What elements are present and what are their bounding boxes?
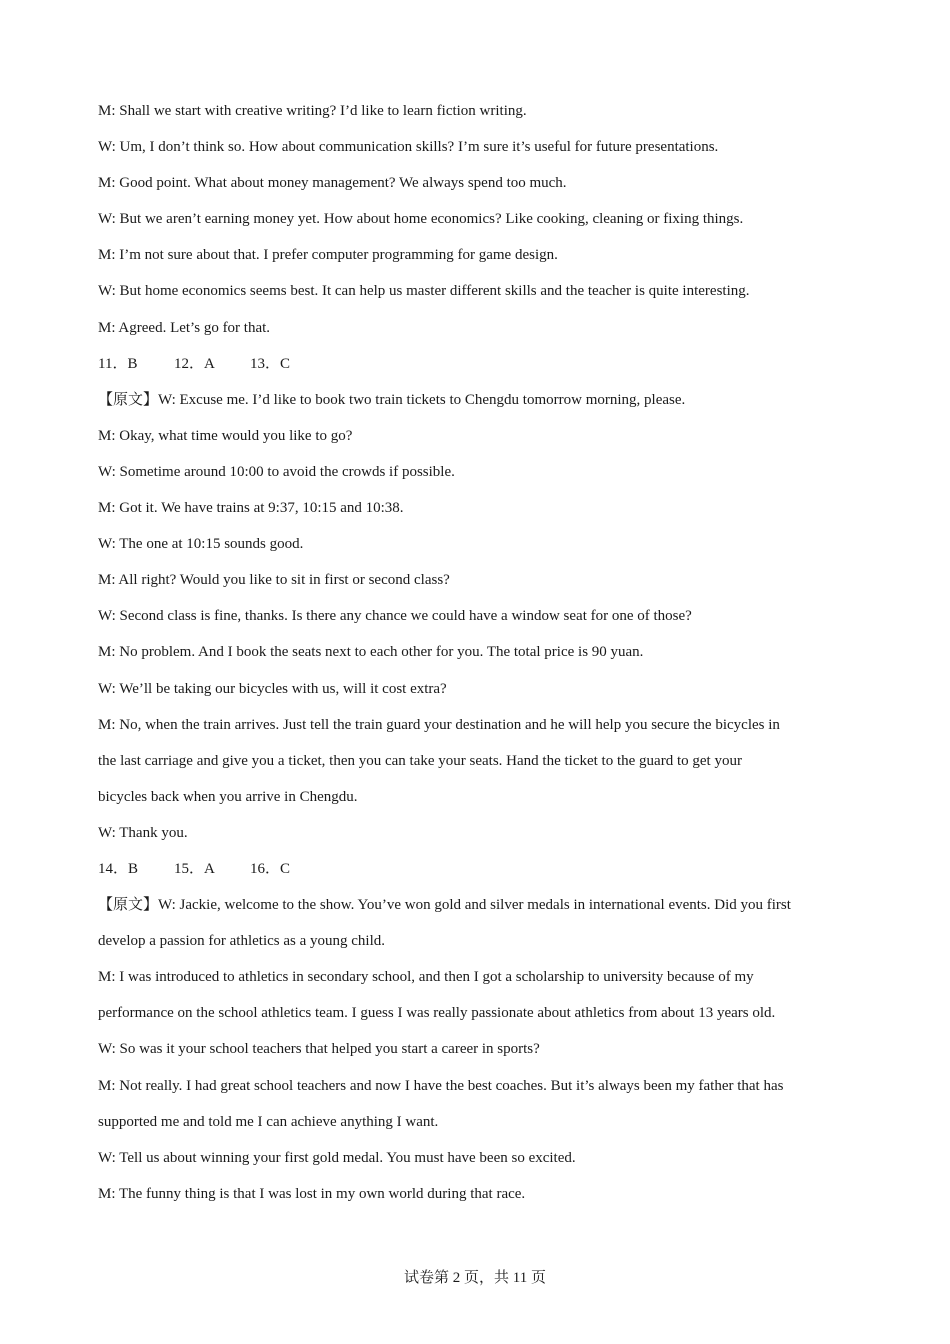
transcript-line: M: Shall we start with creative writing? I’d like to learn fiction writing. xyxy=(98,103,527,119)
transcript-line: M: I’m not sure about that. I prefer computer programming for game design. xyxy=(98,247,558,264)
transcript-line: M: Agreed. Let’s go for that. xyxy=(98,319,271,336)
transcript-line: bicycles back when you arrive in Chengdu. xyxy=(98,788,358,805)
transcript-line: M: No, when the train arrives. Just tell the train guard your destination and he will help you secure the bicycles in xyxy=(98,716,780,733)
transcript-line: W: Second class is fine, thanks. Is there any chance we could have a window seat for one of those? xyxy=(98,608,692,625)
answer-item: 12．A xyxy=(174,355,215,372)
answer-item: 14．B xyxy=(98,860,139,877)
transcript-line: supported me and told me I can achieve anything I want. xyxy=(98,1113,439,1130)
transcript-line: W: We’ll be taking our bicycles with us, will it cost extra? xyxy=(98,680,447,697)
transcript-line: W: Tell us about winning your first gold medal. You must have been so excited. xyxy=(98,1149,576,1166)
transcript-line: W: Um, I don’t think so. How about communication skills? I’m sure it’s useful for future presentations. xyxy=(98,139,719,156)
transcript-line: develop a passion for athletics as a young child. xyxy=(98,933,386,950)
page-footer: 试卷第 2 页，共 11 页 xyxy=(404,1270,546,1286)
transcript-line: W: The one at 10:15 sounds good. xyxy=(98,536,304,553)
answer-item: 16．C xyxy=(250,860,291,877)
answer-item: 13．C xyxy=(250,355,291,372)
transcript-line: M: Good point. What about money management? We always spend too much. xyxy=(98,175,567,192)
transcript-line: M: I was introduced to athletics in secondary school, and then I got a scholarship to university because of my xyxy=(98,969,754,986)
transcript-line: W: So was it your school teachers that helped you start a career in sports? xyxy=(98,1041,540,1058)
answer-item: 11．B xyxy=(98,355,138,372)
transcript-line: W: Thank you. xyxy=(98,824,188,841)
transcript-line: 【原文】W: Jackie, welcome to the show. You’ve won gold and silver medals in international events. Did you first xyxy=(98,897,791,914)
transcript-line: M: No problem. And I book the seats next to each other for you. The total price is 90 yuan. xyxy=(98,644,644,661)
transcript-line: W: But home economics seems best. It can help us master different skills and the teacher is quite interesting. xyxy=(98,283,750,300)
listening-transcript xyxy=(98,97,868,1216)
answer-key-line xyxy=(98,350,868,386)
transcript-line: the last carriage and give you a ticket, then you can take your seats. Hand the ticket to the guard to get your xyxy=(98,752,742,769)
answer-item: 15．A xyxy=(174,860,215,877)
transcript-line: M: All right? Would you like to sit in first or second class? xyxy=(98,572,450,589)
transcript-line: W: But we aren’t earning money yet. How about home economics? Like cooking, cleaning or fixing things. xyxy=(98,211,744,228)
transcript-line: 【原文】W: Excuse me. I’d like to book two train tickets to Chengdu tomorrow morning, please. xyxy=(98,391,686,408)
transcript-line: performance on the school athletics team. I guess I was really passionate about athletics from about 13 years old. xyxy=(98,1005,776,1022)
transcript-line: M: Not really. I had great school teachers and now I have the best coaches. But it’s always been my father that has xyxy=(98,1077,784,1094)
transcript-line: M: Got it. We have trains at 9:37, 10:15 and 10:38. xyxy=(98,500,404,517)
answer-key-line xyxy=(98,855,868,891)
transcript-line: M: Okay, what time would you like to go? xyxy=(98,427,353,444)
transcript-line: W: Sometime around 10:00 to avoid the crowds if possible. xyxy=(98,463,455,480)
transcript-line: M: The funny thing is that I was lost in my own world during that race. xyxy=(98,1185,526,1202)
